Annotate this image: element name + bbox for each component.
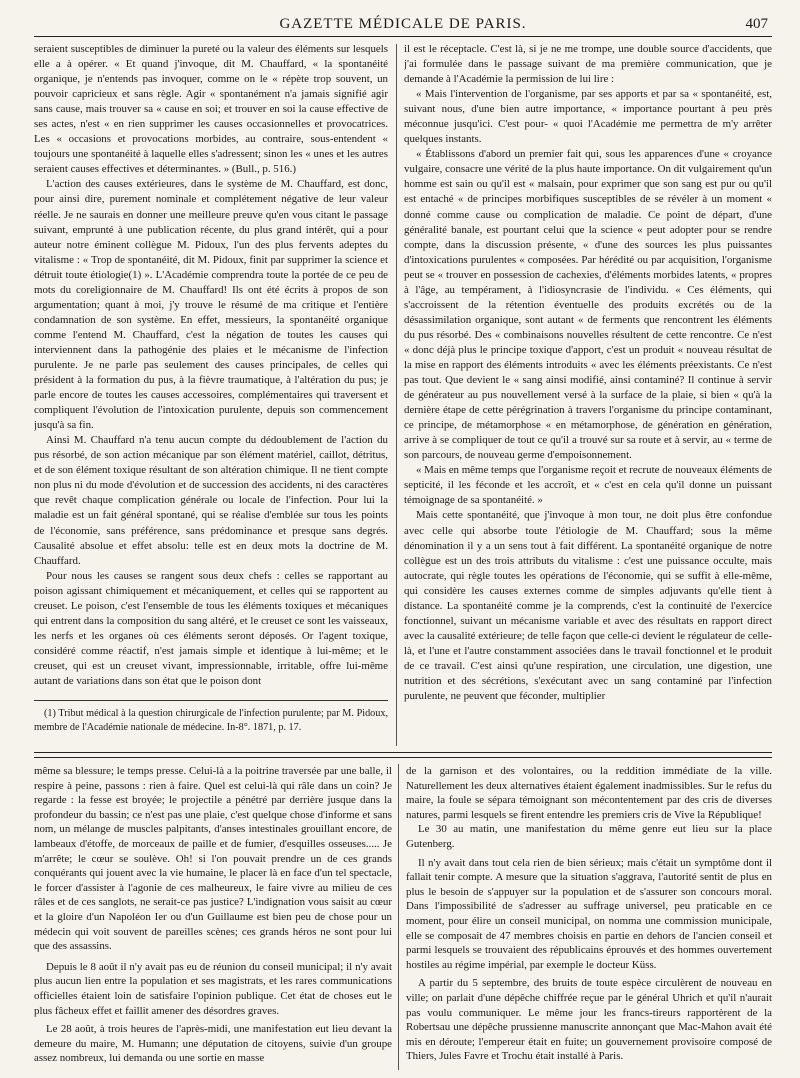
paragraph: Ainsi M. Chauffard n'a tenu aucun compte du dédoublement de l'action du pus résorbé, de son action mécanique par son élément matériel, caillot, détritus, et de son élément toxique résultant de son altération chimique. Il ne tient compte non plus ni du mode d'évolution et de succession des accidents, ni des caractères que revêt chaque complication générale ou locale de l'infection. Pour lui la maladie est un fait général spontané, qui se réalise d'emblée sur tous les points de l'économie, sans préférence, sans prédominance et presque sans degrés. Causalité absolue et effet absolu: telle est en deux mots la doctrine de M. Chauffard. <box>34 434 388 567</box>
paragraph: il est le réceptacle. C'est là, si je ne me trompe, une double source d'accidents, que j'ai formulée dans le passage suivant de ma première communication, que je demande à l'Académie la permission de lui lire : <box>404 43 772 86</box>
lower-left-column <box>34 764 392 1070</box>
page-header <box>34 14 772 37</box>
paragraph: Le 28 août, à trois heures de l'après-midi, une manifestation eut lieu devant la demeure du maire, M. Humann; une députation de citoyens, suivie d'un groupe assez nombreux, lui demanda ou une sortie en masse <box>34 1023 392 1065</box>
paragraph: « Établissons d'abord un premier fait qui, sous les apparences d'une « croyance vulgaire, consacre une vérité de la plus haute importance. On dit vulgairement qu'un homme est sain ou qu'il est « malsain, pour exprimer que son sang est pur ou qu'il est entaché « de principes morbifiques susceptibles de se révéler à un moment « donné comme cause ou complication de maladie. Ce point de départ, d'une généralité banale, est pourtant celui que la science « peut adopter pour se rendre compte, dans la discussion présente, « d'une des sources les plus puissantes d'intoxications purulentes « composées. Par hérédité ou par acquisition, l'organisme peut se « trouver en possession de cachexies, d'éléments morbides latents, « propres à l'âge, au tempérament, à l'idiosyncrasie de l'individu. « Ces éléments, qui s'accroissent de la rétention éventuelle des produits excrétés ou de la désassimilation organique, sont autant « de ferments que rencontrent les éléments du pus résorbé. Des « combinaisons nouvelles résultent de cette rencontre. Ce n'est « donc déjà plus le principe toxique d'apport, c'est un produit « nouveau résultat de la mise en rapport des éléments introduits « avec les éléments préexistants. Ce n'est pas tout. Que devient le « sang ainsi modifié, ainsi contaminé? Il continue à servir de générateur au pus nouvellement versé à la surface de la plaie, si bien « qu'à la dernière étape de cette pérégrination à travers l'organisme du principe contaminant, ce principe, de métamorphose « en métamorphose, de génération en génération, arrive à se compliquer de tout ce qu'il a trouvé sur sa route et à servir, au « terme de son parcours, de nouveau germe d'empoisonnement. <box>404 148 772 462</box>
paragraph: L'action des causes extérieures, dans le système de M. Chauffard, est donc, pour ainsi dire, purement nominale et complétement négative de leur valeur réelle. Je ne saurais en donner une meilleure preuve qu'en vous citant le passage suivant, emprunté à une publication récente, du plus grand intérêt, qui a pour auteur notre éminent collègue M. Pidoux, l'un des plus fervents adeptes du vitalisme : « Trop de spontanéité, dit M. Pidoux, finit par supprimer la science et détruit toute étiologie(1) ». L'Académie comprendra toute la portée de ce peu de mots du coreligionnaire de M. Chauffard! Ils ont été écrits à propos de son argumentation; quant à moi, j'y trouve le résumé de ma critique et l'entière condamnation de son système. En effet, messieurs, la spontanéité organique comme l'entend M. Chauffard, c'est la négation de toutes les causes qui interviennent dans la pathogénie des plaies et le mécanisme de l'infection purulente. Je ne parle pas seulement des causes principales, de celles qui président à la formation du pus, à la fièvre traumatique, à l'altération du pus; je parle encore de toutes les causes accessoires, complémentaires qui traversent et compliquent l'évolution de l'intoxication purulente, depuis son commencement jusqu'à sa fin. <box>34 178 388 432</box>
running-title: GAZETTE MÉDICALE DE PARIS. <box>279 16 527 32</box>
paragraph: même sa blessure; le temps presse. Celui-là a la poitrine traversée par une balle, il respire à peine, passons : rien à faire. Quel est celui-là qui râle dans un coin? Je regarde : la fesse est broyée; le projectile a pénétré par derrière jusque dans la profondeur du bassin; ce n'est pas une plaie, c'est quelque chose d'informe et sans nom, un mélange de muscles palpitants, d'anses intestinales grouillant encore, de lambeaux d'étoffe, de morceaux de paille et de fumier, d'esquilles osseuses..... Je m'arrête; le cœur se soulève. Oh! si l'on pouvait prendre un de ces grands conquérants qui jouent avec la vie humaine, le placer là en face d'un tel spectacle, le forcer d'assister à l'agonie de ces malheureux, le faire vivre au milieu de ces râles et de ces sanglots, ne serait-ce pas justice? L'indignation vous saisit au cœur et la gloire d'un Napoléon Ier ou d'un Guillaume est bien peu de chose pour un médecin qui voit souvent de pareilles scènes; ces grands héros ne sont pour lui que des assassins. <box>34 765 392 953</box>
paragraph: Il n'y avait dans tout cela rien de bien sérieux; mais c'était un symptôme dont il fallait tenir compte. A mesure que la situation s'aggrava, l'autorité sentit de plus en plus le besoin de s'appuyer sur la population et de s'assurer son concours moral. Dans l'impossibilité de s'adresser au suffrage universel, peu praticable en ce moment, pour élire un conseil municipal, on nomma une commission municipale, elle se composait de 47 membres choisis en partie en dehors de l'ancien conseil et parmi lesquels se trouvaient des républicains éprouvés et des hommes ouvertement hostiles au régime impérial, par exemple le docteur Küss. <box>406 856 772 971</box>
paragraph: « Mais l'intervention de l'organisme, par ses apports et par sa « spontanéité, est, suivant nous, d'une bien autre importance, « importance pourtant à peu près méconnue jusqu'ici. C'est pour- « quoi l'Académie me permettra de m'y arrêter quelques instants. <box>404 88 772 146</box>
upper-left-column <box>34 42 388 698</box>
section-separator <box>34 752 772 758</box>
paragraph: Le 30 au matin, une manifestation du même genre eut lieu sur la place Gutenberg. <box>406 823 772 850</box>
paragraph: seraient susceptibles de diminuer la pureté ou la valeur des éléments sur lesquels elle a à opérer. « Et quand j'invoque, dit M. Chauffard, « la spontanéité organique, je n'entends pas invoquer, comme on le « répète trop souvent, un pouvoir capricieux et sans règle. Agir « spontanément n'a jamais signifié agir sans cause, mais trouver sa « cause en soi; et trouver en soi la cause effective de ses actes, n'est « en rien supprimer les causes occasionnelles et provocatrices. Les « occasions et provocations morbides, au contraire, sous-entendent « toujours une spontanéité à laquelle elles s'adressent; sinon les « unes et les autres seraient causes effectives et déterminantes. » (Bull., p. 516.) <box>34 43 388 176</box>
paragraph: Mais cette spontanéité, que j'invoque à mon tour, ne doit plus être confondue avec celle qui absorbe toute l'étiologie de M. Chauffard; sous la même dénomination il y a un sens tout à fait différent. La spontanéité organique de notre collègue est un des trois attributs du vitalisme : c'est une puissance occulte, mais autocrate, qui règle toutes les opérations de l'économie, qui se suffit à elle-même, qui considère les causes externes comme de simples adjuvants qu'elle tient à distance. La spontanéité comme je la comprends, c'est la continuité de l'exercice fonctionnel, suivant un mécanisme variable et avec des résultats en rapport direct avec la causalité extérieure; de telle façon que celle-ci devient le régulateur de celle-là, et l'une et l'autre constamment associées dans le travail fonctionnel et le produit de ce travail. C'est ainsi qu'une respiration, une circulation, une digestion, une nutrition et des sécrétions, s'exécutant avec un sang contaminé par l'infection purulente, ne peuvent que féconder, multiplier <box>404 509 772 703</box>
paragraph: A partir du 5 septembre, des bruits de toute espèce circulèrent de nouveau en ville; on parlait d'une dépêche chiffrée reçue par le général Uhrich et qu'il n'aurait pas voulu communiquer. Le même jour les francs-tireurs rapportèrent de la Robertsau une dépêche prussienne manuscrite annonçant que Mac-Mahon avait été mis en déroute; l'empereur était en fuite; un gouvernement provisoire composé de Thiers, Jules Favre et Trochu était installé à Paris. <box>406 977 772 1063</box>
footnote-text: (1) Tribut médical à la question chirurgicale de l'infection purulente; par M. Pidoux, membre de l'Académie nationale de médecine. In-8°. 1871, p. 17. <box>34 708 388 733</box>
lower-right-column <box>406 764 772 1070</box>
paragraph: « Mais en même temps que l'organisme reçoit et recrute de nouveaux éléments de septicité, il les féconde et les accroît, et « c'est en cela qu'il donne un puissant témoignage de sa spontanéité. » <box>404 464 772 507</box>
paragraph: Depuis le 8 août il n'y avait pas eu de réunion du conseil municipal; il n'y avait plus aucun lien entre la population et ses magistrats, et les rares communications officielles étaient loin de satisfaire l'opinion publique. Cet état de choses eut le plus fâcheux effet et faillit amener des désordres graves. <box>34 960 392 1017</box>
upper-right-column <box>404 42 772 748</box>
page-number: 407 <box>745 16 768 32</box>
column-divider <box>398 764 399 1070</box>
footnote <box>34 700 388 735</box>
paragraph: de la garnison et des volontaires, ou la reddition immédiate de la ville. Naturellement les deux alternatives étaient également inadmissibles. Sur le refus du maire, la foule se sépara témoignant son mécontentement par des cris de diverses natures, parmi lesquels se firent entendre les premiers cris de Vive la République! <box>406 765 772 821</box>
column-divider <box>396 44 397 746</box>
paragraph: Pour nous les causes se rangent sous deux chefs : celles se rapportant au poison agissant chimiquement et mécaniquement, et celles qui se rapportent au creuset. Le poison, c'est l'ensemble de tous les éléments toxiques et mécaniques qui entrent dans la composition du sang altéré, et le creuset ce sont les vaisseaux, les nerfs et les organes où ces éléments seront déposés. Or l'agent toxique, considéré comme réactif, n'est jamais simple et identique à lui-même; et le creuset, qui est un creuset vivant, impressionnable, irritable, offre lui-même autant de variations dans son état que le poison dont <box>34 569 388 687</box>
